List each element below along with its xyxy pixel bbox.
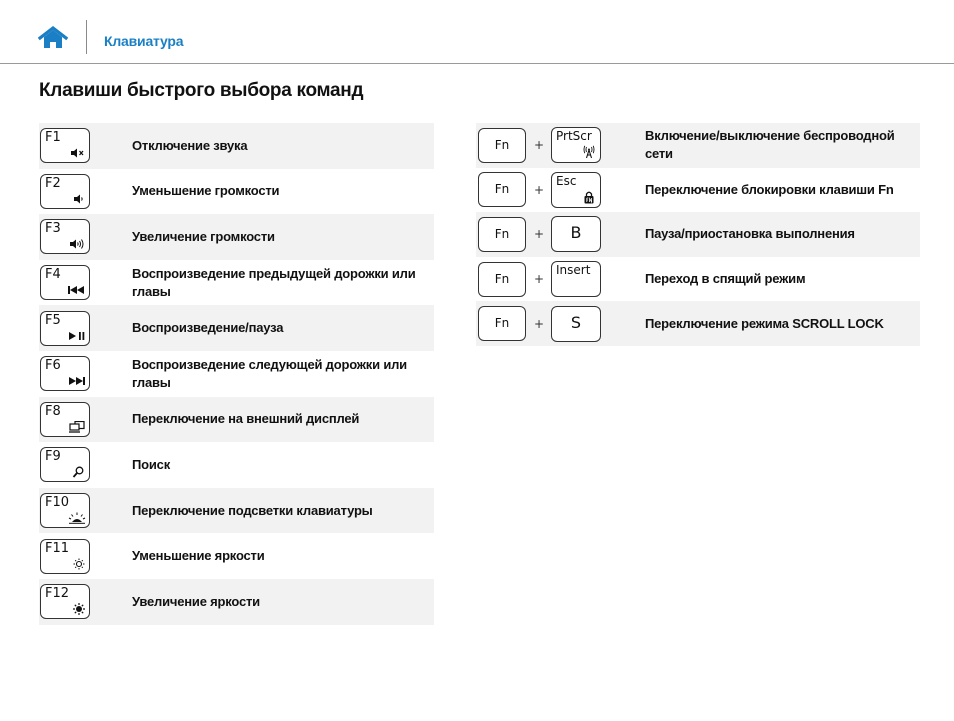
plus-sign: + (534, 182, 545, 197)
key-description: Переключение блокировки клавиши Fn (645, 181, 894, 197)
key-fn (478, 262, 526, 297)
key-description: Отключение звука (132, 137, 248, 153)
table-row (39, 488, 434, 534)
search-icon (68, 466, 86, 478)
key-label: B (570, 223, 582, 243)
key-label: Fn (494, 271, 510, 286)
page-title: Клавиши быстрого выбора команд (39, 80, 364, 101)
key-label: PrtScr (556, 129, 592, 144)
table-row (39, 214, 434, 260)
key-description: Воспроизведение следующей дорожки или главы (132, 356, 407, 390)
key-description: Воспроизведение предыдущей дорожки или главы (132, 265, 416, 299)
key-fn (478, 128, 526, 163)
key-label: F1 (45, 130, 61, 146)
key-description: Увеличение громкости (132, 228, 275, 244)
key-label: F3 (45, 221, 61, 237)
key-label: Insert (556, 263, 591, 278)
key-description: Уменьшение яркости (132, 548, 265, 564)
key-f11 (40, 539, 90, 574)
breadcrumb[interactable]: Клавиатура (104, 33, 184, 49)
key-description: Воспроизведение/пауза (132, 320, 284, 336)
key-fn (478, 172, 526, 207)
plus-sign: + (534, 272, 545, 287)
key-label: Fn (494, 137, 510, 152)
key-label: F11 (45, 540, 70, 556)
table-row (39, 579, 434, 625)
key-label: F8 (45, 403, 61, 419)
key-insert (551, 261, 601, 297)
header-divider (86, 20, 87, 54)
key-label: F4 (45, 267, 61, 283)
key-description: Переход в спящий режим (645, 271, 806, 287)
key-f5 (40, 311, 90, 346)
wireless-icon (583, 145, 595, 159)
key-f1 (40, 128, 90, 163)
key-esc (551, 172, 601, 208)
key-b (551, 216, 601, 252)
key-description: Переключение подсветки клавиатуры (132, 502, 373, 518)
key-description: Пауза/приостановка выполнения (645, 226, 855, 242)
table-row (39, 397, 434, 443)
play-pause-icon (68, 330, 86, 342)
key-f12 (40, 584, 90, 619)
key-description: Переключение на внешний дисплей (132, 411, 360, 427)
key-label: F2 (45, 175, 61, 191)
key-fn (478, 217, 526, 252)
key-label: Fn (494, 316, 510, 331)
key-f4 (40, 265, 90, 300)
key-f10 (40, 493, 90, 528)
key-description: Включение/выключение беспроводной сети (645, 128, 895, 162)
table-row (39, 533, 434, 579)
key-description: Поиск (132, 456, 171, 472)
key-description: Переключение режима SCROLL LOCK (645, 315, 884, 331)
volume-down-icon (68, 193, 86, 205)
external-display-icon (68, 421, 86, 433)
key-description: Увеличение яркости (132, 593, 260, 609)
table-row (476, 123, 920, 168)
key-label: F10 (45, 495, 70, 511)
key-label: F5 (45, 312, 61, 328)
key-f6 (40, 356, 90, 391)
volume-up-icon (68, 238, 86, 250)
plus-sign: + (534, 316, 545, 331)
key-f2 (40, 174, 90, 209)
plus-sign: + (534, 227, 545, 242)
previous-track-icon (68, 284, 86, 296)
key-fn (478, 306, 526, 341)
key-label: Fn (494, 226, 510, 241)
key-label: F12 (45, 586, 70, 602)
plus-sign: + (534, 138, 545, 153)
mute-icon (68, 147, 86, 159)
key-f8 (40, 402, 90, 437)
fn-lock-icon (583, 190, 595, 204)
key-description: Уменьшение громкости (132, 183, 280, 199)
brightness-down-icon (68, 558, 86, 570)
home-icon[interactable] (38, 26, 68, 50)
next-track-icon (68, 375, 86, 387)
key-label: Fn (494, 182, 510, 197)
key-label: S (570, 312, 582, 332)
table-row (476, 257, 920, 302)
fn-combos-table (476, 123, 920, 346)
table-row (39, 442, 434, 488)
keyboard-backlight-icon (68, 512, 86, 524)
table-row (476, 301, 920, 346)
brightness-up-icon (68, 603, 86, 615)
table-row (39, 169, 434, 215)
key-f3 (40, 219, 90, 254)
table-row (39, 260, 434, 306)
key-f9 (40, 447, 90, 482)
key-label: F9 (45, 449, 61, 465)
function-keys-table (39, 123, 434, 625)
key-prtscr (551, 127, 601, 163)
table-row (39, 351, 434, 397)
key-label: F6 (45, 358, 61, 374)
table-row (476, 168, 920, 213)
header (0, 0, 954, 64)
table-row (39, 305, 434, 351)
key-label: Esc (556, 173, 577, 188)
table-row (476, 212, 920, 257)
key-s (551, 306, 601, 342)
table-row (39, 123, 434, 169)
